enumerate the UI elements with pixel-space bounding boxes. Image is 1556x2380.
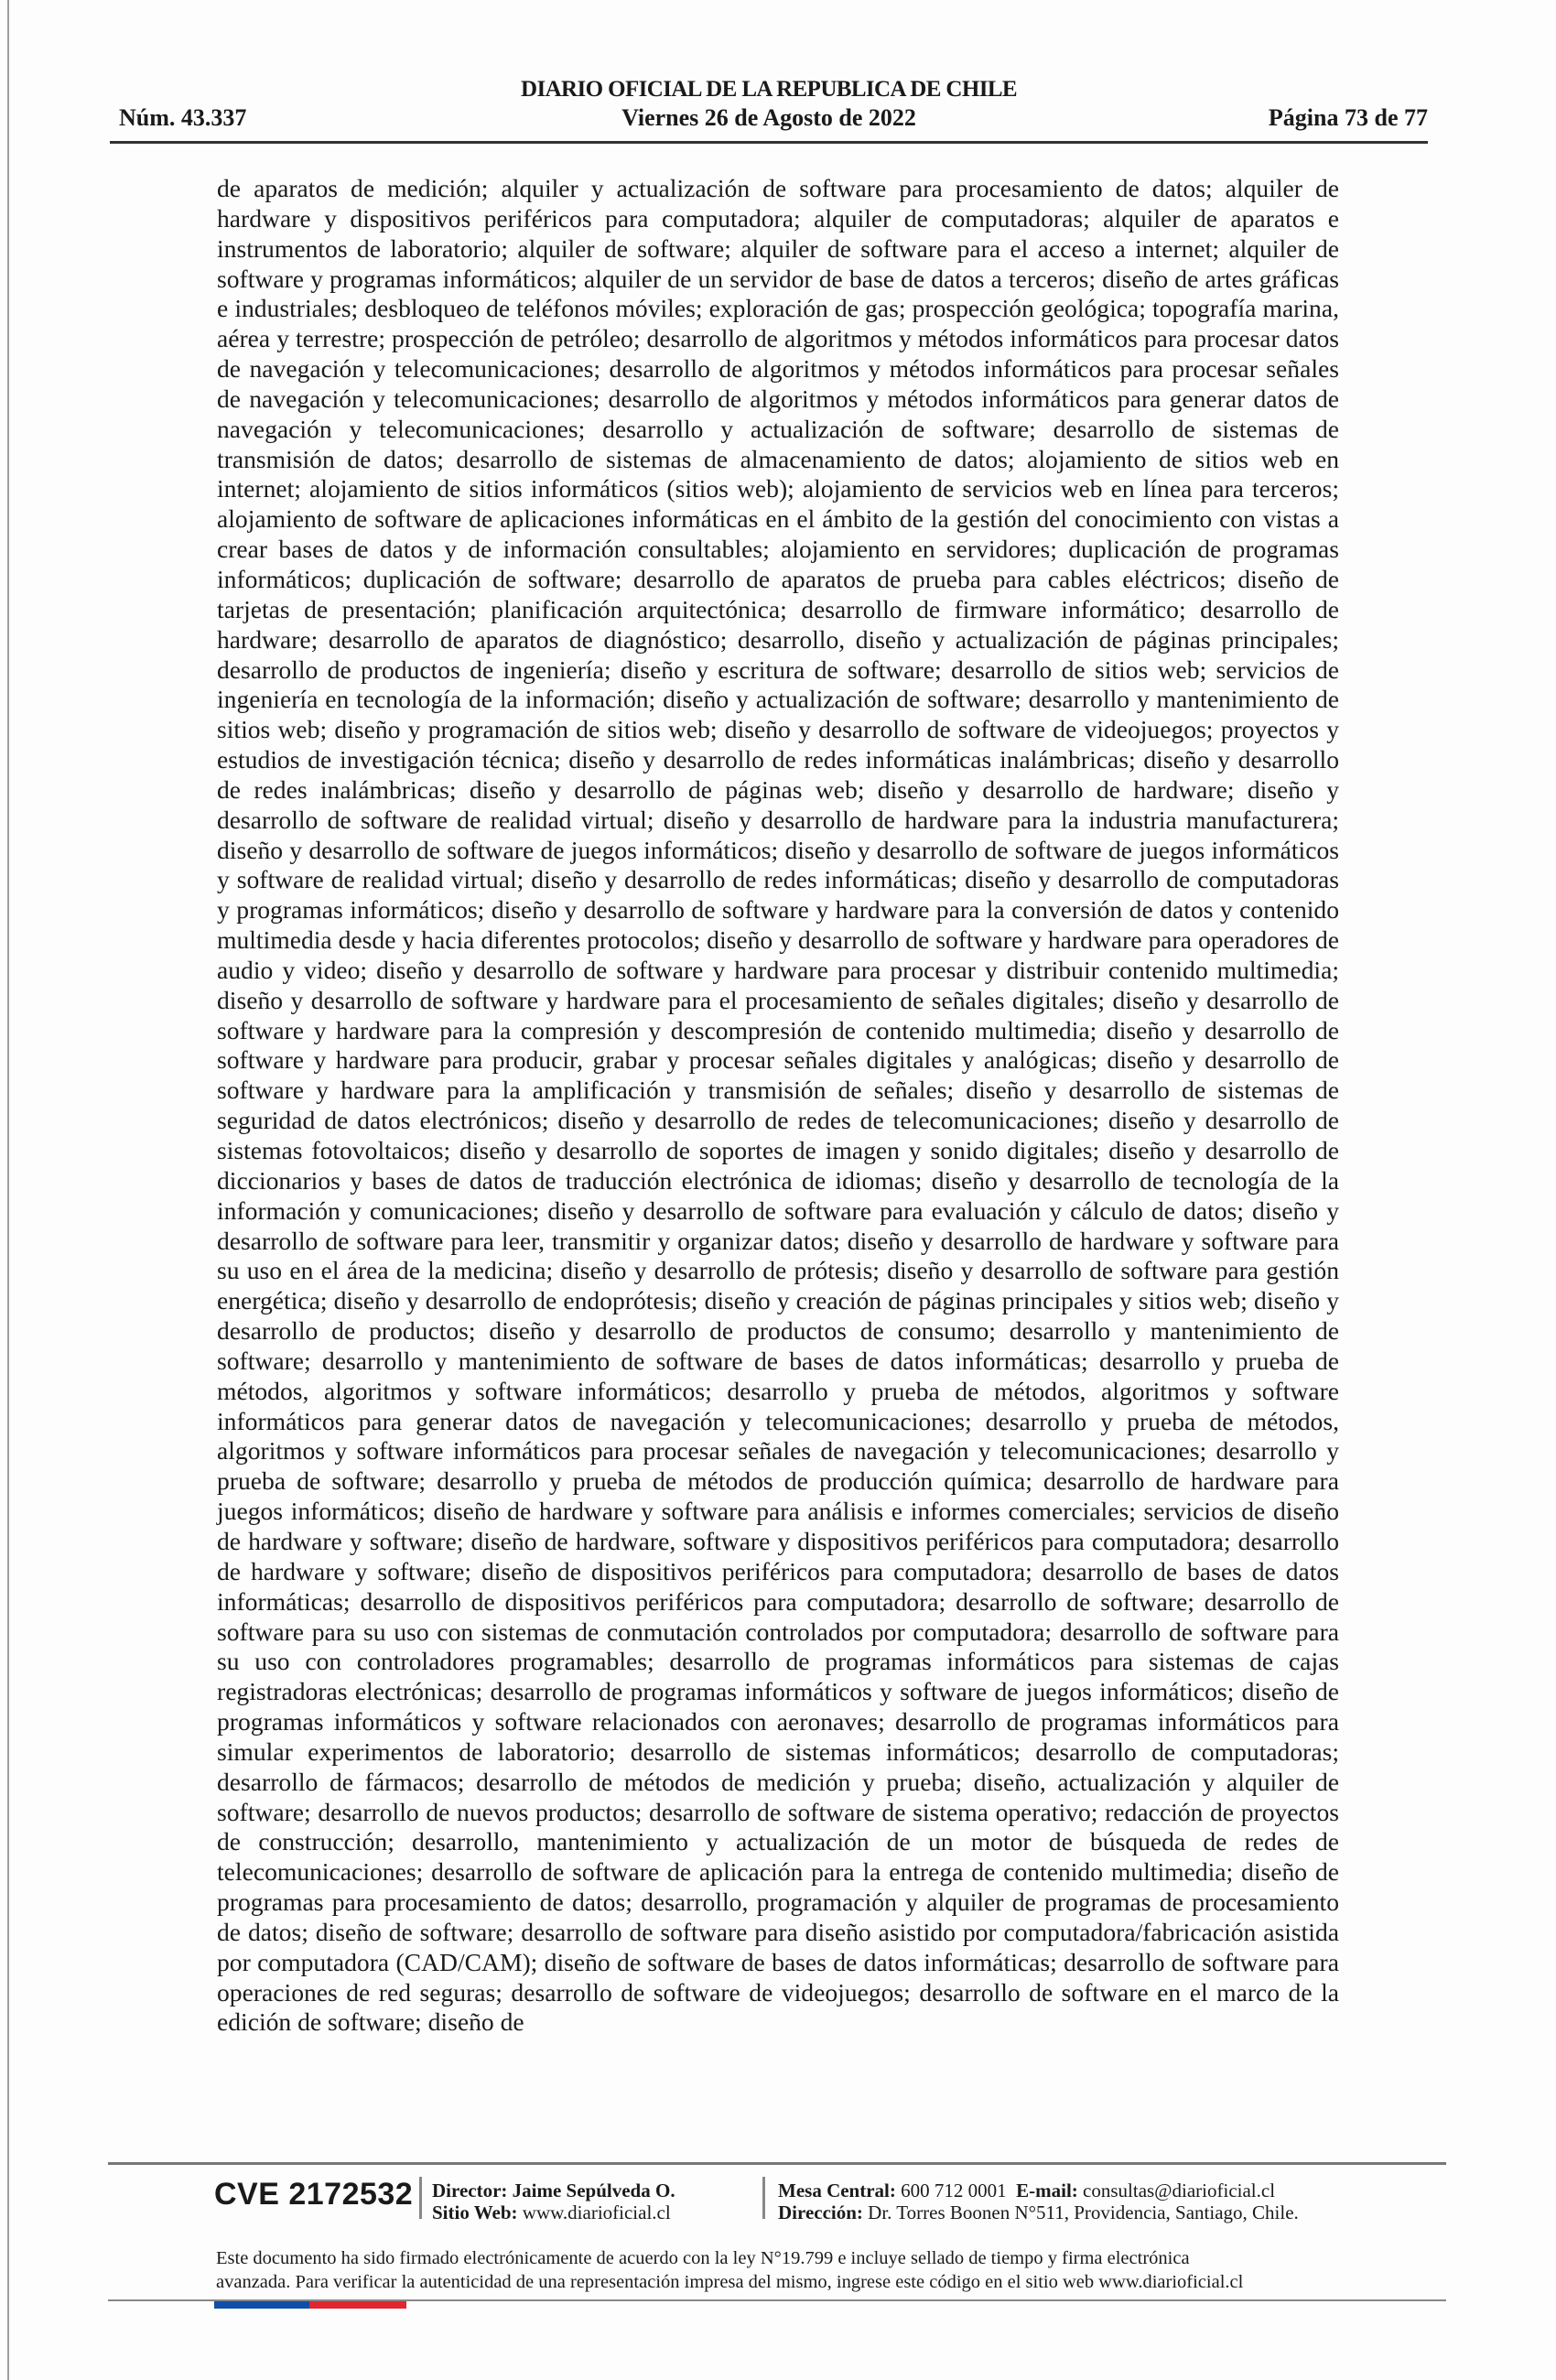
body-paragraph: de aparatos de medición; alquiler y actualización de software para procesamiento de datos; alquiler de hardware y dispositivos periféricos para computadora; alquiler de computadoras; alquiler de aparatos e instrumentos de laboratorio; alquiler de software; alquiler de software para el acceso a internet; alquiler de software y programas informáticos; alquiler de un servidor de base de datos a terceros; diseño de artes gráficas e industriales; desbloqueo de teléfonos móviles; exploración de gas; prospección geológica; topografía marina, aérea y terrestre; prospección de petróleo; desarrollo de algoritmos y métodos informáticos para procesar datos de navegación y telecomunicaciones; desarrollo de algoritmos y métodos informáticos para procesar señales de navegación y telecomunicaciones; desarrollo de algoritmos y métodos informáticos para generar datos de navegación y telecomunicaciones; desarrollo y actualización de software; desarrollo de sistemas de transmisión de datos; desarrollo de sistemas de almacenamiento de datos; alojamiento de sitios web en internet; alojamiento de sitios informáticos (sitios web); alojamiento de servicios web en línea para terceros; alojamiento de software de aplicaciones informáticas en el ámbito de la gestión del conocimiento con vistas a crear bases de datos y de información consultables; alojamiento en servidores; duplicación de programas informáticos; duplicación de software; desarrollo de aparatos de prueba para cables eléctricos; diseño de tarjetas de presentación; planificación arquitectónica; desarrollo de firmware informático; desarrollo de hardware; desarrollo de aparatos de diagnóstico; desarrollo, diseño y actualización de páginas principales; desarrollo de productos de ingeniería; diseño y escritura de software; desarrollo de sitios web; servicios de ingeniería en tecnología de la información; diseño y actualización de software; desarrollo y mantenimiento de sitios web; diseño y programación de sitios web; diseño y desarrollo de software de videojuegos; proyectos y estudios de investigación técnica; diseño y desarrollo de redes informáticas inalámbricas; diseño y desarrollo de redes inalámbricas; diseño y desarrollo de páginas web; diseño y desarrollo de hardware; diseño y desarrollo de software de realidad virtual; diseño y desarrollo de hardware para la industria manufacturera; diseño y desarrollo de software de juegos informáticos; diseño y desarrollo de software de juegos informáticos y software de realidad virtual; diseño y desarrollo de redes informáticas; diseño y desarrollo de computadoras y programas informáticos; diseño y desarrollo de software y hardware para la conversión de datos y contenido multimedia desde y hacia diferentes protocolos; diseño y desarrollo de software y hardware para operadores de audio y video; diseño y desarrollo de software y hardware para procesar y distribuir contenido multimedia; diseño y desarrollo de software y hardware para el procesamiento de señales digitales; diseño y desarrollo de software y hardware para la compresión y descompresión de contenido multimedia; diseño y desarrollo de software y hardware para producir, grabar y procesar señales digitales y analógicas; diseño y desarrollo de software y hardware para la amplificación y transmisión de señales; diseño y desarrollo de sistemas de seguridad de datos electrónicos; diseño y desarrollo de redes de telecomunicaciones; diseño y desarrollo de sistemas fotovoltaicos; diseño y desarrollo de soportes de imagen y sonido digitales; diseño y desarrollo de diccionarios y bases de datos de traducción electrónica de idiomas; diseño y desarrollo de tecnología de la información y comunicaciones; diseño y desarrollo de software para evaluación y cálculo de datos; diseño y desarrollo de software para leer, transmitir y organizar datos; diseño y desarrollo de hardware y software para su uso en el área de la medicina; diseño y desarrollo de prótesis; diseño y desarrollo de software para gestión energética; diseño y desarrollo de endoprótesis; diseño y creación de páginas principales y sitios web; diseño y desarrollo de productos; diseño y desarrollo de productos de consumo; desarrollo y mantenimiento de software; desarrollo y mantenimiento de software de bases de datos informáticas; desarrollo y prueba de métodos, algoritmos y software informáticos; desarrollo y prueba de métodos, algoritmos y software informáticos para generar datos de navegación y telecomunicaciones; desarrollo y prueba de métodos, algoritmos y software informáticos para procesar señales de navegación y telecomunicaciones; desarrollo y prueba de software; desarrollo y prueba de métodos de producción química; desarrollo de hardware para juegos informáticos; diseño de hardware y software para análisis e informes comerciales; servicios de diseño de hardware y software; diseño de hardware, software y dispositivos periféricos para computadora; desarrollo de hardware y software; diseño de dispositivos periféricos para computadora; desarrollo de bases de datos informáticas; desarrollo de dispositivos periféricos para computadora; desarrollo de software; desarrollo de software para su uso con sistemas de conmutación controlados por computadora; desarrollo de software para su uso con controladores programables; desarrollo de programas informáticos para sistemas de cajas registradoras electrónicas; desarrollo de programas informáticos y software de juegos informáticos; diseño de programas informáticos y software relacionados con aeronaves; desarrollo de programas informáticos para simular experimentos de laboratorio; desarrollo de sistemas informáticos; desarrollo de computadoras; desarrollo de fármacos; desarrollo de métodos de medición y prueba; diseño, actualización y alquiler de software; desarrollo de nuevos productos; desarrollo de software de sistema operativo; redacción de proyectos de construcción; desarrollo, mantenimiento y actualización de un motor de búsqueda de redes de telecomunicaciones; desarrollo de software de aplicación para la entrega de contenido multimedia; diseño de programas para procesamiento de datos; desarrollo, programación y alquiler de programas de procesamiento de datos; diseño de software; desarrollo de software para diseño asistido por computadora/fabricación asistida por computadora (CAD/CAM); diseño de software de bases de datos informáticas; desarrollo de software para operaciones de red seguras; desarrollo de software de videojuegos; desarrollo de software en el marco de la edición de software; diseño de bbox=[217, 174, 1339, 2037]
publication-title: DIARIO OFICIAL DE LA REPUBLICA DE CHILE bbox=[521, 77, 1017, 102]
flag-bar-blue bbox=[214, 2301, 309, 2309]
email-label: E-mail: bbox=[1016, 2180, 1078, 2202]
header-divider bbox=[110, 141, 1428, 144]
website-link[interactable]: www.diarioficial.cl bbox=[522, 2202, 671, 2223]
director-name: Jaime Sepúlveda O. bbox=[512, 2180, 675, 2202]
page-header bbox=[110, 73, 1428, 146]
footer-divider bbox=[108, 2162, 1446, 2165]
mesa-phone: 600 712 0001 bbox=[901, 2180, 1007, 2202]
director-label: Director: bbox=[432, 2180, 508, 2202]
address-text: Dr. Torres Boonen N°511, Providencia, Santiago, Chile. bbox=[868, 2202, 1299, 2223]
mesa-label: Mesa Central: bbox=[778, 2180, 896, 2202]
legal-notice-line: Este documento ha sido firmado electrónicamente de acuerdo con la ley N°19.799 e incluye sellado de tiempo y firma electrónica bbox=[216, 2248, 1190, 2268]
issue-number: Núm. 43.337 bbox=[119, 104, 247, 131]
legal-notice bbox=[216, 2246, 1369, 2294]
page-indicator: Página 73 de 77 bbox=[1268, 104, 1428, 131]
footer-director-block bbox=[432, 2180, 675, 2223]
website-label: Sitio Web: bbox=[432, 2202, 518, 2223]
footer-contact-block bbox=[778, 2180, 1299, 2223]
email-link[interactable]: consultas@diarioficial.cl bbox=[1083, 2180, 1276, 2202]
flag-bar-red bbox=[309, 2301, 406, 2309]
cve-code: CVE 2172532 bbox=[214, 2177, 414, 2212]
issue-date: Viernes 26 de Agosto de 2022 bbox=[621, 104, 916, 131]
footer-separator bbox=[419, 2177, 422, 2219]
footer-separator bbox=[762, 2177, 765, 2219]
legal-notice-line: avanzada. Para verificar la autenticidad de una representación impresa del mismo, ingrese este código en el sitio web www.diarioficial.cl bbox=[216, 2272, 1244, 2292]
address-label: Dirección: bbox=[778, 2202, 863, 2223]
page-edge-left bbox=[7, 0, 9, 2380]
